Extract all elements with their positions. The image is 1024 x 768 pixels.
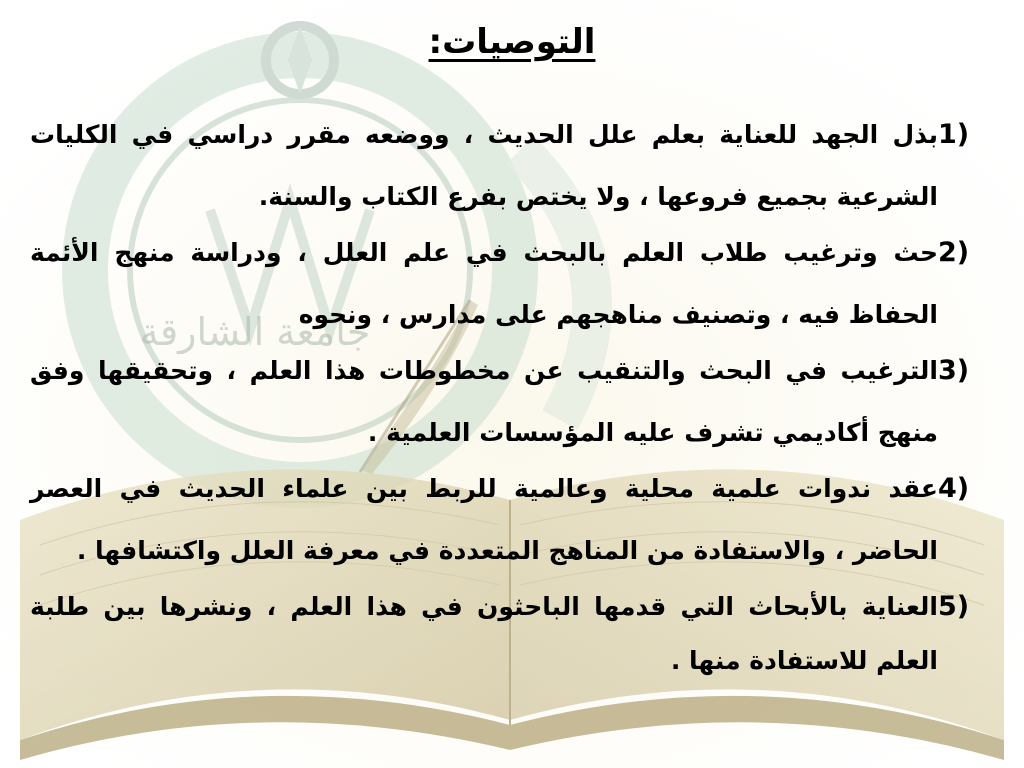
item-number: 4) bbox=[938, 473, 970, 504]
item-number: 2) bbox=[938, 237, 970, 268]
list-item bbox=[30, 104, 990, 228]
item-text: عقد ندوات علمية محلية وعالمية للربط بين علماء الحديث في العصر الحاضر ، والاستفادة من المناهج المتعددة في معرفة العلل واكتشافها . bbox=[30, 474, 938, 565]
item-text: بذل الجهد للعناية بعلم علل الحديث ، ووضعه مقرر دراسي في الكليات الشرعية بجميع فروعها ، ولا يختص بفرع الكتاب والسنة. bbox=[30, 120, 938, 211]
list-item bbox=[30, 580, 990, 688]
slide-title: التوصيات: bbox=[428, 22, 596, 62]
item-text: الترغيب في البحث والتنقيب عن مخطوطات هذا العلم ، وتحقيقها وفق منهج أكاديمي تشرف عليه المؤسسات العلمية . bbox=[30, 356, 938, 447]
item-number: 3) bbox=[938, 355, 970, 386]
item-number: 1) bbox=[938, 119, 970, 150]
item-text: العناية بالأبحاث التي قدمها الباحثون في هذا العلم ، ونشرها بين طلبة العلم للاستفادة منها . bbox=[30, 592, 938, 675]
item-number: 5) bbox=[938, 591, 970, 622]
list-item bbox=[30, 222, 990, 346]
logo-text: جامعة الشارقة bbox=[139, 310, 371, 354]
list-item bbox=[30, 458, 990, 582]
item-text: حث وترغيب طلاب العلم بالبحث في علم العلل ، ودراسة منهج الأئمة الحفاظ فيه ، وتصنيف مناهجهم على مدارس ، ونحوه bbox=[30, 238, 938, 329]
recommendations-list bbox=[30, 104, 990, 688]
list-item bbox=[30, 340, 990, 464]
